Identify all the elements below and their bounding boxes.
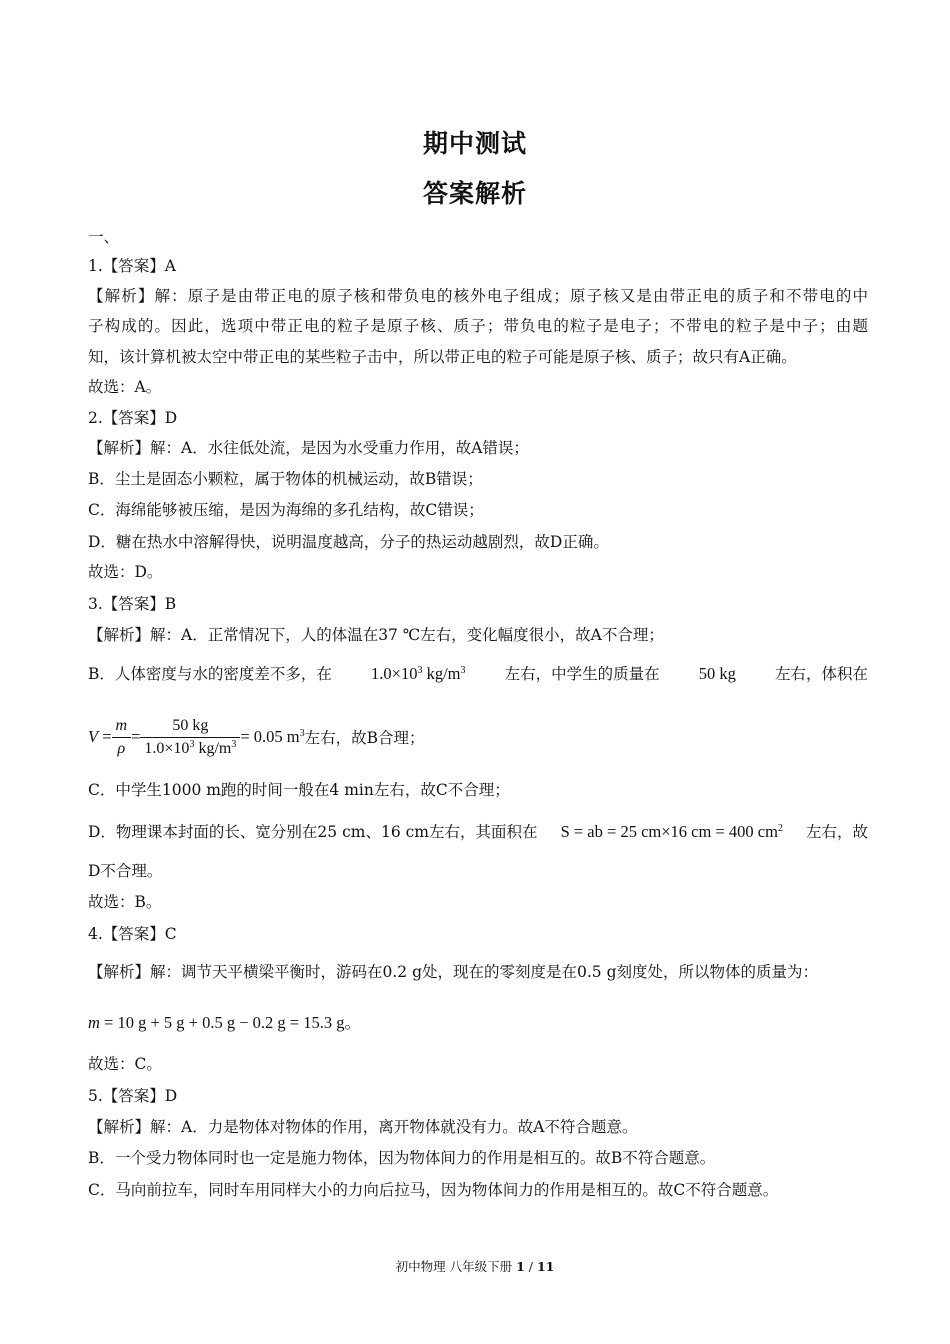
footer-course: 初中物理 八年级下册 (395, 1259, 517, 1274)
q3-volume-formula (88, 712, 868, 762)
page-subtitle: 答案解析 (422, 179, 527, 208)
formula-tail: 左右，故B合理； (304, 729, 425, 747)
section-heading: 一、 (88, 228, 120, 246)
q3-option-d-line (88, 822, 868, 842)
q2-analysis-line1: 【解析】解：A．水往低处流，是因为水受重力作用，故A错误； (88, 439, 529, 457)
q5-analysis-line1: 【解析】解：A．力是物体对物体的作用，离开物体就没有力。故A不符合题意。 (88, 1118, 638, 1136)
q3-d-area-eq (561, 822, 783, 842)
q3-b-mass: 50 kg (698, 664, 736, 683)
formula-rho: ρ (117, 739, 126, 757)
footer-page-total: 11 (536, 1259, 555, 1274)
q4-eq-rest: = 10 g + 5 g + 0.5 g − 0.2 g = 15.3 g (99, 1013, 345, 1032)
formula-den-unit-exp: 3 (231, 738, 237, 750)
q5-analysis-line3: C．马向前拉车，同时车用同样大小的力向后拉马，因为物体间力的作用是相互的。故C不符合题意。 (88, 1181, 779, 1199)
formula-den-exp: 3 (189, 738, 195, 750)
q3-b-text-c: 左右，体积在 (774, 665, 868, 683)
q3-d-area-exp: 2 (777, 823, 783, 834)
q1-conclusion: 故选：A。 (88, 378, 162, 396)
q1-analysis-line3: 知，该计算机被太空中带正电的某些粒子击中，所以带正电的粒子可能是原子核、质子；故只有A正确。 (88, 348, 797, 366)
q3-analysis-line1: 【解析】解：A．正常情况下，人的体温在37 ℃左右，变化幅度很小，故A不合理； (88, 626, 664, 644)
q3-b-density-base: 1.0×10 (371, 664, 418, 683)
q2-analysis-line4: D．糖在热水中溶解得快，说明温度越高，分子的热运动越剧烈，故D正确。 (88, 533, 609, 551)
q3-b-text-b: 左右，中学生的质量在 (504, 665, 660, 683)
q3-d-area-eq-text: S = ab = 25 cm×16 cm = 400 cm (560, 822, 778, 841)
footer-page-number: 1 (516, 1259, 525, 1274)
formula-numerator: 50 kg (140, 715, 240, 738)
q1-analysis-line1: 【解析】解：原子是由带正电的原子核和带负电的核外电子组成；原子核又是由带正电的质子和不带电的中 (88, 287, 868, 305)
formula-den-unit: kg/m (194, 739, 232, 757)
q3-option-d-cont: D不合理。 (88, 862, 163, 880)
q3-b-density-unit-exp: 3 (460, 665, 466, 676)
formula-den-base: 1.0×10 (144, 739, 190, 757)
q4-eq-m: m (88, 1013, 100, 1032)
q3-d-text-b: 左右，故 (805, 823, 868, 841)
q2-conclusion: 故选：D。 (88, 563, 163, 581)
q2-analysis-line3: C．海绵能够被压缩，是因为海绵的多孔结构，故C错误； (88, 501, 484, 519)
page-footer (0, 1257, 950, 1275)
page-title: 期中测试 (422, 129, 527, 158)
q1-answer: 1.【答案】A (88, 257, 176, 275)
q3-option-c: C．中学生1000 m跑的时间一般在4 min左右，故C不合理； (88, 781, 510, 799)
q2-analysis-line2: B．尘土是固态小颗粒，属于物体的机械运动，故B错误； (88, 470, 483, 488)
q5-analysis-line2: B．一个受力物体同时也一定是施力物体，因为物体间力的作用是相互的。故B不符合题意。 (88, 1149, 716, 1167)
q3-b-text-a: B．人体密度与水的密度差不多，在 (88, 665, 332, 683)
formula-eq1: = (98, 727, 112, 746)
q4-analysis-line1: 【解析】解：调节天平横梁平衡时，游码在0.2 g处，现在的零刻度是在0.5 g刻度处，所以物体的质量为： (88, 963, 819, 981)
q3-b-density-exp: 3 (417, 665, 423, 676)
q3-conclusion: 故选：B。 (88, 893, 162, 911)
formula-value-fraction (140, 715, 240, 760)
formula-result-exp: 3 (299, 728, 305, 739)
formula-m: m (115, 716, 128, 734)
q4-answer: 4.【答案】C (88, 925, 177, 943)
q3-d-text-a: D．物理课本封面的长、宽分别在25 cm、16 cm左右，其面积在 (88, 823, 538, 841)
formula-eq2: = (131, 727, 141, 746)
formula-m-over-rho (112, 715, 132, 760)
footer-separator: / (524, 1259, 537, 1274)
q3-option-b-line (88, 664, 868, 684)
q3-answer: 3.【答案】B (88, 595, 177, 613)
formula-result: = 0.05 m (240, 727, 300, 746)
q3-b-density-unit: kg/m (422, 664, 461, 683)
q4-eq-end: 。 (344, 1013, 361, 1032)
q2-answer: 2.【答案】D (88, 409, 178, 427)
q1-analysis-line2: 子构成的。因此，选项中带正电的粒子是原子核、质子；带负电的粒子是电子；不带电的粒子是中子；由题 (88, 317, 868, 335)
q4-mass-equation (88, 1013, 868, 1033)
formula-denominator (140, 738, 240, 760)
q4-conclusion: 故选：C。 (88, 1055, 162, 1073)
q5-answer: 5.【答案】D (88, 1087, 178, 1105)
q3-b-density (371, 664, 465, 684)
formula-v: V (88, 727, 99, 746)
